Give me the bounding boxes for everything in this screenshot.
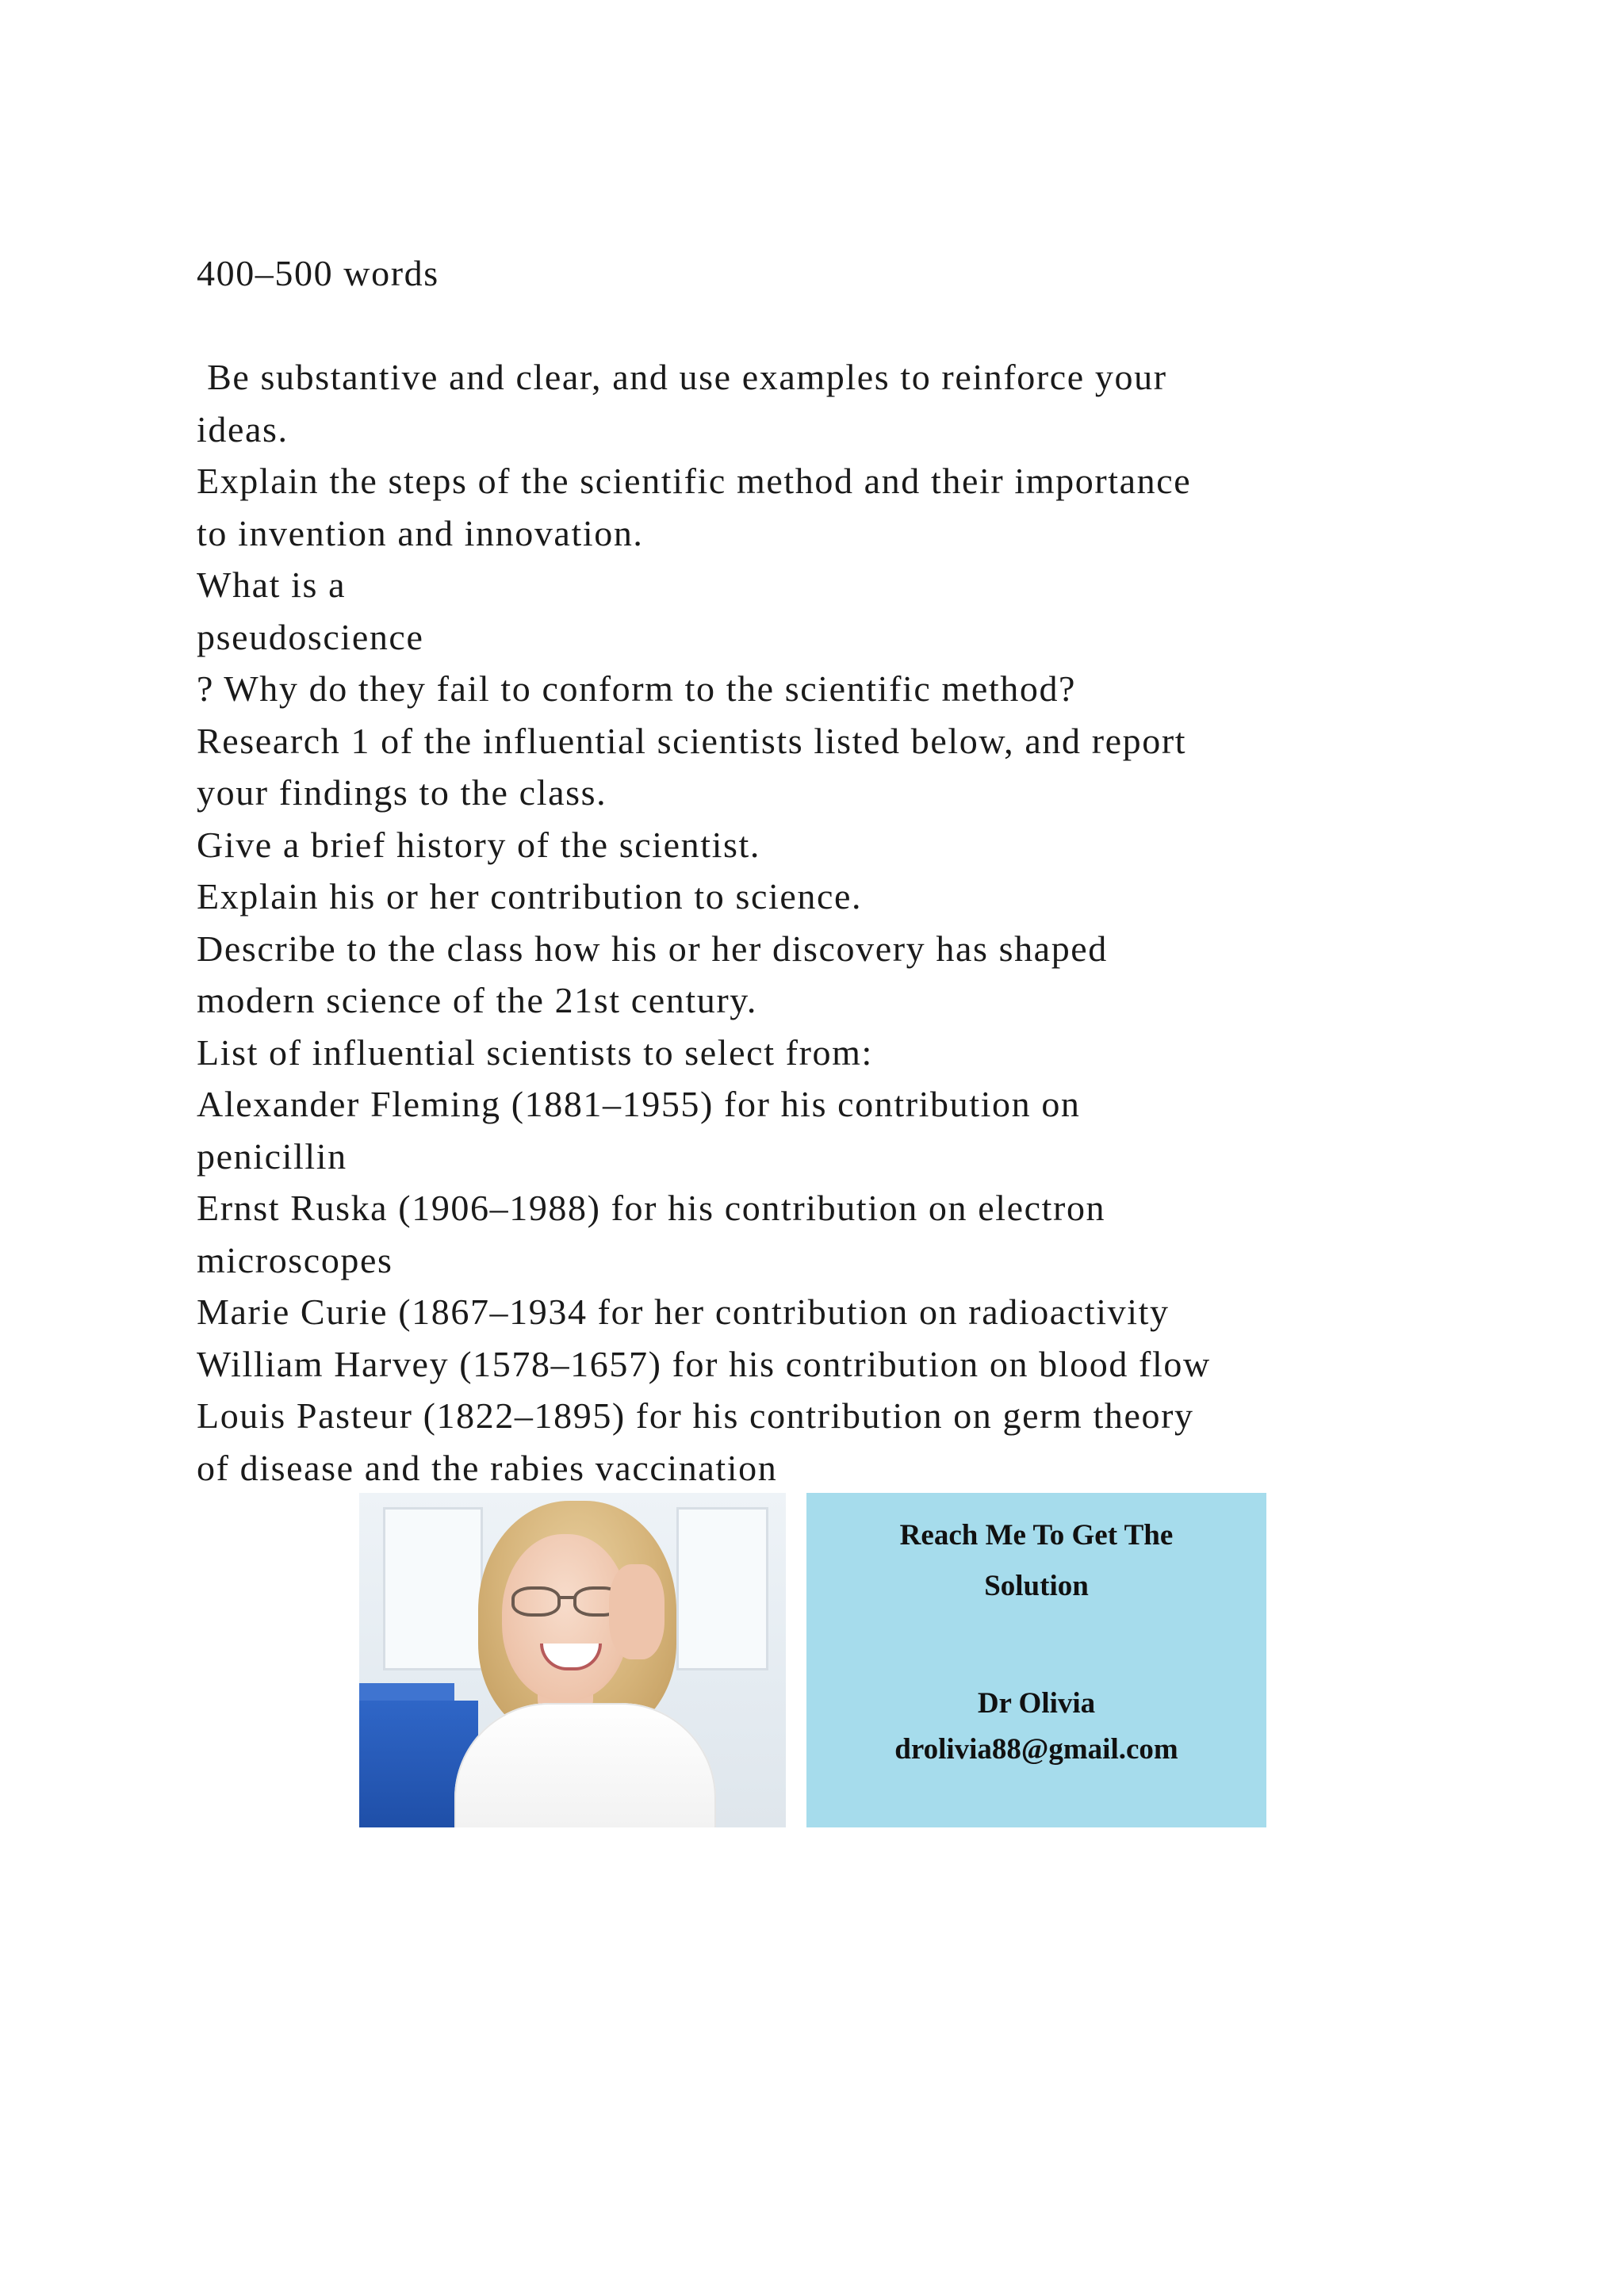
text-line: Ernst Ruska (1906–1988) for his contribution on electron bbox=[197, 1188, 1106, 1228]
window-pane bbox=[383, 1507, 483, 1670]
text-line: List of influential scientists to select from: bbox=[197, 1031, 873, 1073]
text-line: William Harvey (1578–1657) for his contribution on blood flow bbox=[197, 1343, 1211, 1384]
text-line: to invention and innovation. bbox=[197, 512, 644, 553]
text-line: Marie Curie (1867–1934 for her contribution on radioactivity bbox=[197, 1292, 1170, 1332]
text-line: microscopes bbox=[197, 1239, 393, 1280]
glasses-icon bbox=[511, 1586, 622, 1613]
white-blouse bbox=[454, 1703, 716, 1827]
text-line: Describe to the class how his or her discovery has shaped bbox=[197, 928, 1108, 969]
text-line: Give a brief history of the scientist. bbox=[197, 824, 761, 865]
hand bbox=[609, 1564, 665, 1659]
document-body bbox=[197, 247, 1434, 1494]
contact-panel bbox=[806, 1493, 1266, 1827]
blank-line bbox=[197, 300, 1434, 352]
contact-email: drolivia88@gmail.com bbox=[894, 1733, 1178, 1766]
text-line: Research 1 of the influential scientists listed below, and report bbox=[197, 720, 1187, 761]
text-line: ? Why do they fail to conform to the scientific method? bbox=[197, 668, 1077, 709]
banner-gap bbox=[786, 1493, 806, 1827]
text-line: 400–500 words bbox=[197, 253, 439, 293]
text-line: of disease and the rabies vaccination bbox=[197, 1447, 778, 1488]
woman-photo bbox=[359, 1493, 786, 1827]
text-line: Explain the steps of the scientific method and their importance bbox=[197, 461, 1192, 501]
text-line: Be substantive and clear, and use examples to reinforce your bbox=[197, 357, 1167, 397]
promo-banner bbox=[359, 1493, 1266, 1827]
text-line: Explain his or her contribution to science. bbox=[197, 876, 863, 916]
contact-name: Dr Olivia bbox=[977, 1687, 1096, 1720]
text-line: What is a bbox=[197, 564, 347, 605]
text-line: Alexander Fleming (1881–1955) for his contribution on bbox=[197, 1084, 1081, 1124]
headline-line-1: Reach Me To Get The bbox=[899, 1519, 1174, 1552]
headline-line-2: Solution bbox=[984, 1570, 1089, 1602]
text-line: ideas. bbox=[197, 408, 289, 450]
text-line: Louis Pasteur (1822–1895) for his contribution on germ theory bbox=[197, 1395, 1194, 1436]
window-pane bbox=[676, 1507, 768, 1670]
text-line: your findings to the class. bbox=[197, 772, 607, 813]
text-line: penicillin bbox=[197, 1135, 347, 1177]
text-line: modern science of the 21st century. bbox=[197, 980, 758, 1020]
text-line: pseudoscience bbox=[197, 616, 424, 657]
